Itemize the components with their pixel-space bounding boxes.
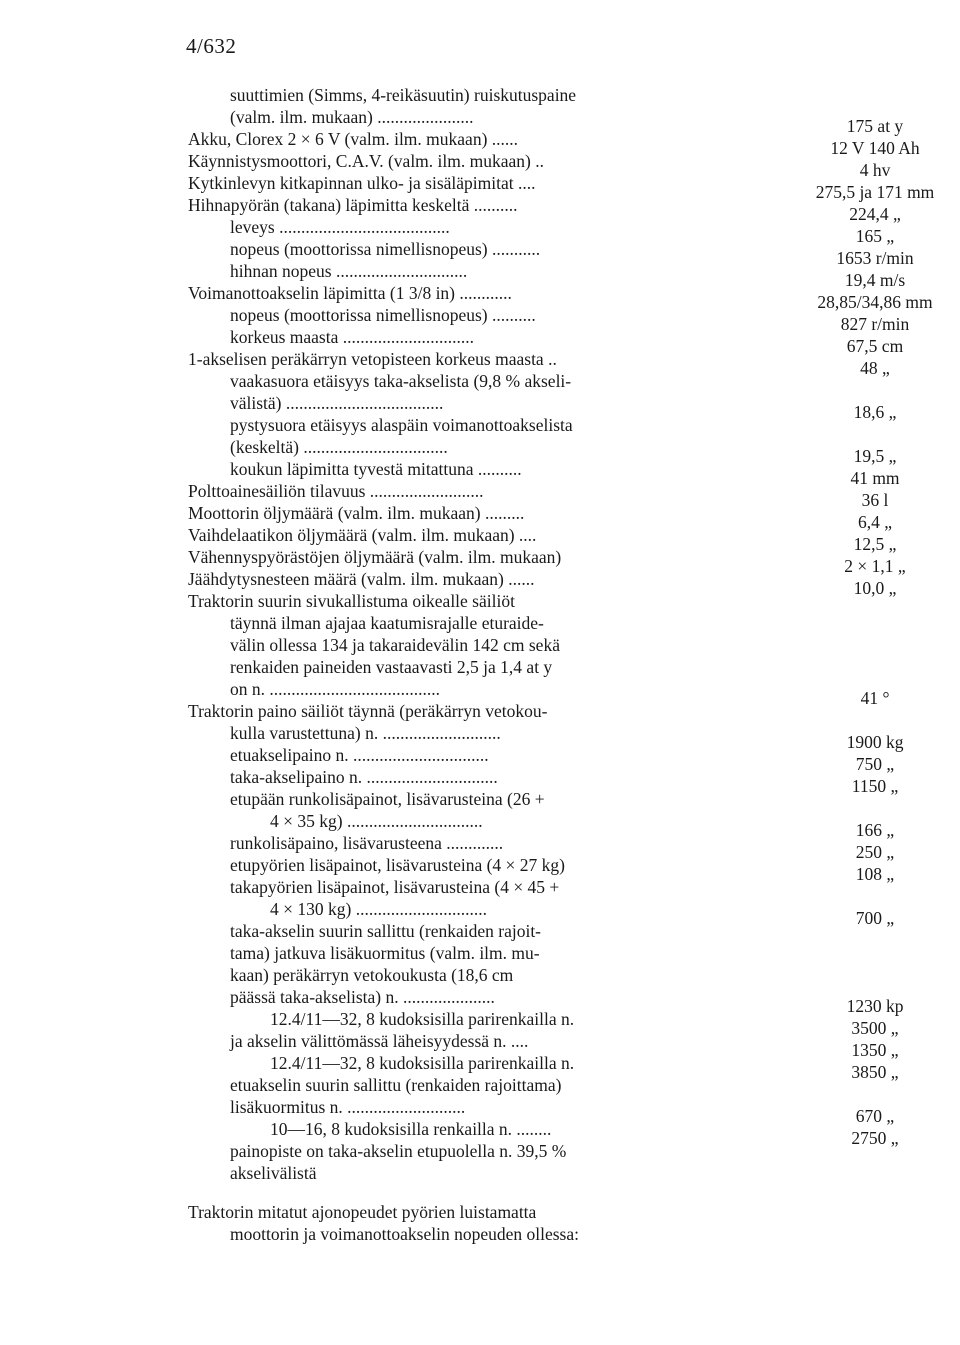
spec-line [0, 480, 960, 510]
spec-line [0, 1008, 960, 1038]
spec-line [0, 1052, 960, 1082]
spec-value: 36 l [861, 490, 889, 510]
spec-label: 12.4/11—32, 8 kudoksisilla parirenkailla n. [270, 1009, 575, 1029]
spec-line [0, 656, 960, 678]
spec-value: 3500 „ [851, 1018, 899, 1038]
spec-line [0, 106, 960, 136]
spec-label: painopiste on taka-akselin etupuolella n. 39,5 % [230, 1141, 567, 1161]
spec-value: 224,4 „ [849, 204, 901, 224]
spec-value: 750 „ [855, 754, 895, 774]
spec-line [0, 458, 960, 488]
spec-value: 10,0 „ [853, 578, 897, 598]
spec-value: 28,85/34,86 mm [817, 292, 933, 312]
spec-value: 175 at y [846, 116, 904, 136]
spec-label: Kytkinlevyn kitkapinnan ulko- ja sisäläpimitat .... [188, 173, 536, 193]
spec-value: 1900 kg [846, 732, 904, 752]
spec-line [0, 326, 960, 356]
spec-label: pystysuora etäisyys alaspäin voimanottoakselista [230, 415, 573, 435]
spec-label: taka-akselipaino n. .............................. [230, 767, 498, 787]
spec-label: nopeus (moottorissa nimellisnopeus) .......... [230, 305, 536, 325]
spec-label: vaakasuora etäisyys taka-akselista (9,8 % akseli- [230, 371, 572, 391]
spec-label: (keskeltä) ................................. [230, 437, 448, 457]
spec-line [0, 920, 960, 942]
spec-label: Moottorin öljymäärä (valm. ilm. mukaan) ......... [188, 503, 525, 523]
spec-label: 1-akselisen peräkärryn vetopisteen korkeus maasta .. [188, 349, 557, 369]
spec-value: 48 „ [860, 358, 890, 378]
spec-label: Traktorin paino säiliöt täynnä (peräkärryn vetokou- [188, 701, 548, 721]
spec-label: etupään runkolisäpainot, lisävarusteina (26 + [230, 789, 545, 809]
spec-line [0, 810, 960, 840]
spec-label: koukun läpimitta tyvestä mitattuna .......... [230, 459, 522, 479]
footer-line [0, 1201, 960, 1223]
spec-line [0, 1162, 960, 1184]
spec-value: 670 „ [855, 1106, 895, 1126]
spec-value: 1150 „ [851, 776, 899, 796]
footer-text: Traktorin mitatut ajonopeudet pyörien luistamatta [188, 1202, 537, 1222]
spec-label: välin ollessa 134 ja takaraidevälin 142 cm sekä [230, 635, 560, 655]
spec-value: 165 „ [855, 226, 895, 246]
spec-line [0, 744, 960, 774]
spec-label: Akku, Clorex 2 × 6 V (valm. ilm. mukaan) ...... [188, 129, 519, 149]
spec-line [0, 634, 960, 656]
spec-line [0, 414, 960, 436]
spec-label: kaan) peräkärryn vetokoukusta (18,6 cm [230, 965, 514, 985]
spec-value: 4 hv [859, 160, 891, 180]
spec-label: nopeus (moottorissa nimellisnopeus) ........... [230, 239, 541, 259]
page-number: 4/632 [186, 34, 237, 58]
spec-value: 250 „ [855, 842, 895, 862]
spec-line [0, 1030, 960, 1060]
spec-label: runkolisäpaino, lisävarusteena ............. [230, 833, 504, 853]
spec-label: korkeus maasta .............................. [230, 327, 474, 347]
spec-line [0, 348, 960, 378]
spec-value: 1230 kp [846, 996, 904, 1016]
spec-label: Traktorin suurin sivukallistuma oikealle säiliöt [188, 591, 515, 611]
spec-label: Vähennyspyörästöjen öljymäärä (valm. ilm. mukaan) [188, 547, 562, 567]
spec-line [0, 502, 960, 532]
spec-label: etupyörien lisäpainot, lisävarusteina (4 × 27 kg) [230, 855, 565, 875]
spec-line [0, 546, 960, 576]
spec-label: päässä taka-akselista) n. ..................... [230, 987, 495, 1007]
spec-line [0, 986, 960, 1016]
spec-label: on n. ....................................... [230, 679, 440, 699]
spec-label: (valm. ilm. mukaan) ...................... [230, 107, 474, 127]
spec-label: välistä) .................................... [230, 393, 444, 413]
spec-label: 4 × 130 kg) .............................. [270, 899, 487, 919]
spec-line [0, 194, 960, 224]
spec-line [0, 766, 960, 796]
spec-label: akselivälistä [230, 1163, 317, 1183]
spec-value: 2 × 1,1 „ [844, 556, 906, 576]
spec-label: lisäkuormitus n. ........................... [230, 1097, 466, 1117]
spec-line [0, 436, 960, 466]
spec-value: 67,5 cm [846, 336, 904, 356]
spec-value: 19,4 m/s [844, 270, 906, 290]
spec-label: kulla varustettuna) n. ........................... [230, 723, 501, 743]
spec-label: takapyörien lisäpainot, lisävarusteina (4 × 45 + [230, 877, 560, 897]
spec-value: 2750 „ [851, 1128, 899, 1148]
spec-value: 275,5 ja 171 mm [815, 182, 935, 202]
spec-line [0, 1096, 960, 1126]
spec-value: 41 ° [860, 688, 890, 708]
spec-label: Voimanottoakselin läpimitta (1 3/8 in) ............ [188, 283, 512, 303]
spec-label: renkaiden paineiden vastaavasti 2,5 ja 1,4 at y [230, 657, 553, 677]
spec-line [0, 150, 960, 180]
spec-value: 108 „ [855, 864, 895, 884]
spec-line [0, 238, 960, 268]
spec-line [0, 260, 960, 290]
spec-line [0, 590, 960, 612]
spec-line [0, 524, 960, 554]
footer-paragraph [0, 1201, 960, 1245]
spec-label: taka-akselin suurin sallittu (renkaiden rajoit- [230, 921, 542, 941]
spec-line [0, 942, 960, 964]
spec-line [0, 612, 960, 634]
spec-line [0, 216, 960, 246]
spec-line [0, 678, 960, 708]
spec-label: ja akselin välittömässä läheisyydessä n. .... [230, 1031, 529, 1051]
spec-value: 41 mm [850, 468, 900, 488]
spec-value: 166 „ [855, 820, 895, 840]
spec-label: etuakselin suurin sallittu (renkaiden rajoittama) [230, 1075, 562, 1095]
spec-line [0, 282, 960, 312]
spec-label: Vaihdelaatikon öljymäärä (valm. ilm. mukaan) .... [188, 525, 537, 545]
spec-label: hihnan nopeus .............................. [230, 261, 468, 281]
spec-line [0, 172, 960, 202]
spec-line [0, 722, 960, 752]
spec-label: Käynnistysmoottori, C.A.V. (valm. ilm. mukaan) .. [188, 151, 544, 171]
spec-value: 18,6 „ [853, 402, 897, 422]
spec-value: 1350 „ [851, 1040, 899, 1060]
spec-label: Jäähdytysnesteen määrä (valm. ilm. mukaan) ...... [188, 569, 535, 589]
spec-line [0, 832, 960, 862]
spec-line [0, 700, 960, 722]
spec-line [0, 1140, 960, 1162]
spec-line [0, 898, 960, 928]
spec-value: 1653 r/min [836, 248, 914, 268]
spec-line [0, 788, 960, 810]
spec-line [0, 128, 960, 158]
footer-line [0, 1223, 960, 1245]
spec-label: täynnä ilman ajajaa kaatumisrajalle eturaide- [230, 613, 544, 633]
spec-label: etuakselipaino n. ............................... [230, 745, 489, 765]
spec-line [0, 304, 960, 334]
spec-line [0, 1074, 960, 1096]
spec-line [0, 370, 960, 392]
spec-value: 3850 „ [851, 1062, 899, 1082]
spec-label: 4 × 35 kg) ............................... [270, 811, 483, 831]
spec-label: Polttoainesäiliön tilavuus .......................... [188, 481, 484, 501]
spec-value: 12,5 „ [853, 534, 897, 554]
spec-line [0, 964, 960, 986]
spec-value: 6,4 „ [857, 512, 893, 532]
spec-label: Hihnapyörän (takana) läpimitta keskeltä .......... [188, 195, 518, 215]
specification-list [0, 84, 960, 1184]
spec-line [0, 876, 960, 898]
spec-line [0, 392, 960, 422]
spec-value: 19,5 „ [853, 446, 897, 466]
spec-line [0, 1118, 960, 1148]
spec-value: 700 „ [855, 908, 895, 928]
spec-label: leveys ....................................... [230, 217, 450, 237]
spec-line [0, 568, 960, 598]
spec-label: tama) jatkuva lisäkuormitus (valm. ilm. mu- [230, 943, 540, 963]
spec-value: 827 r/min [840, 314, 910, 334]
footer-text: moottorin ja voimanottoakselin nopeuden ollessa: [230, 1224, 579, 1244]
spec-label: 12.4/11—32, 8 kudoksisilla parirenkailla n. [270, 1053, 575, 1073]
spec-label: 10—16, 8 kudoksisilla renkailla n. ........ [270, 1119, 552, 1139]
spec-line [0, 84, 960, 106]
spec-value: 12 V 140 Ah [830, 138, 920, 158]
spec-label: suuttimien (Simms, 4-reikäsuutin) ruiskutuspaine [230, 85, 577, 105]
spec-line [0, 854, 960, 884]
